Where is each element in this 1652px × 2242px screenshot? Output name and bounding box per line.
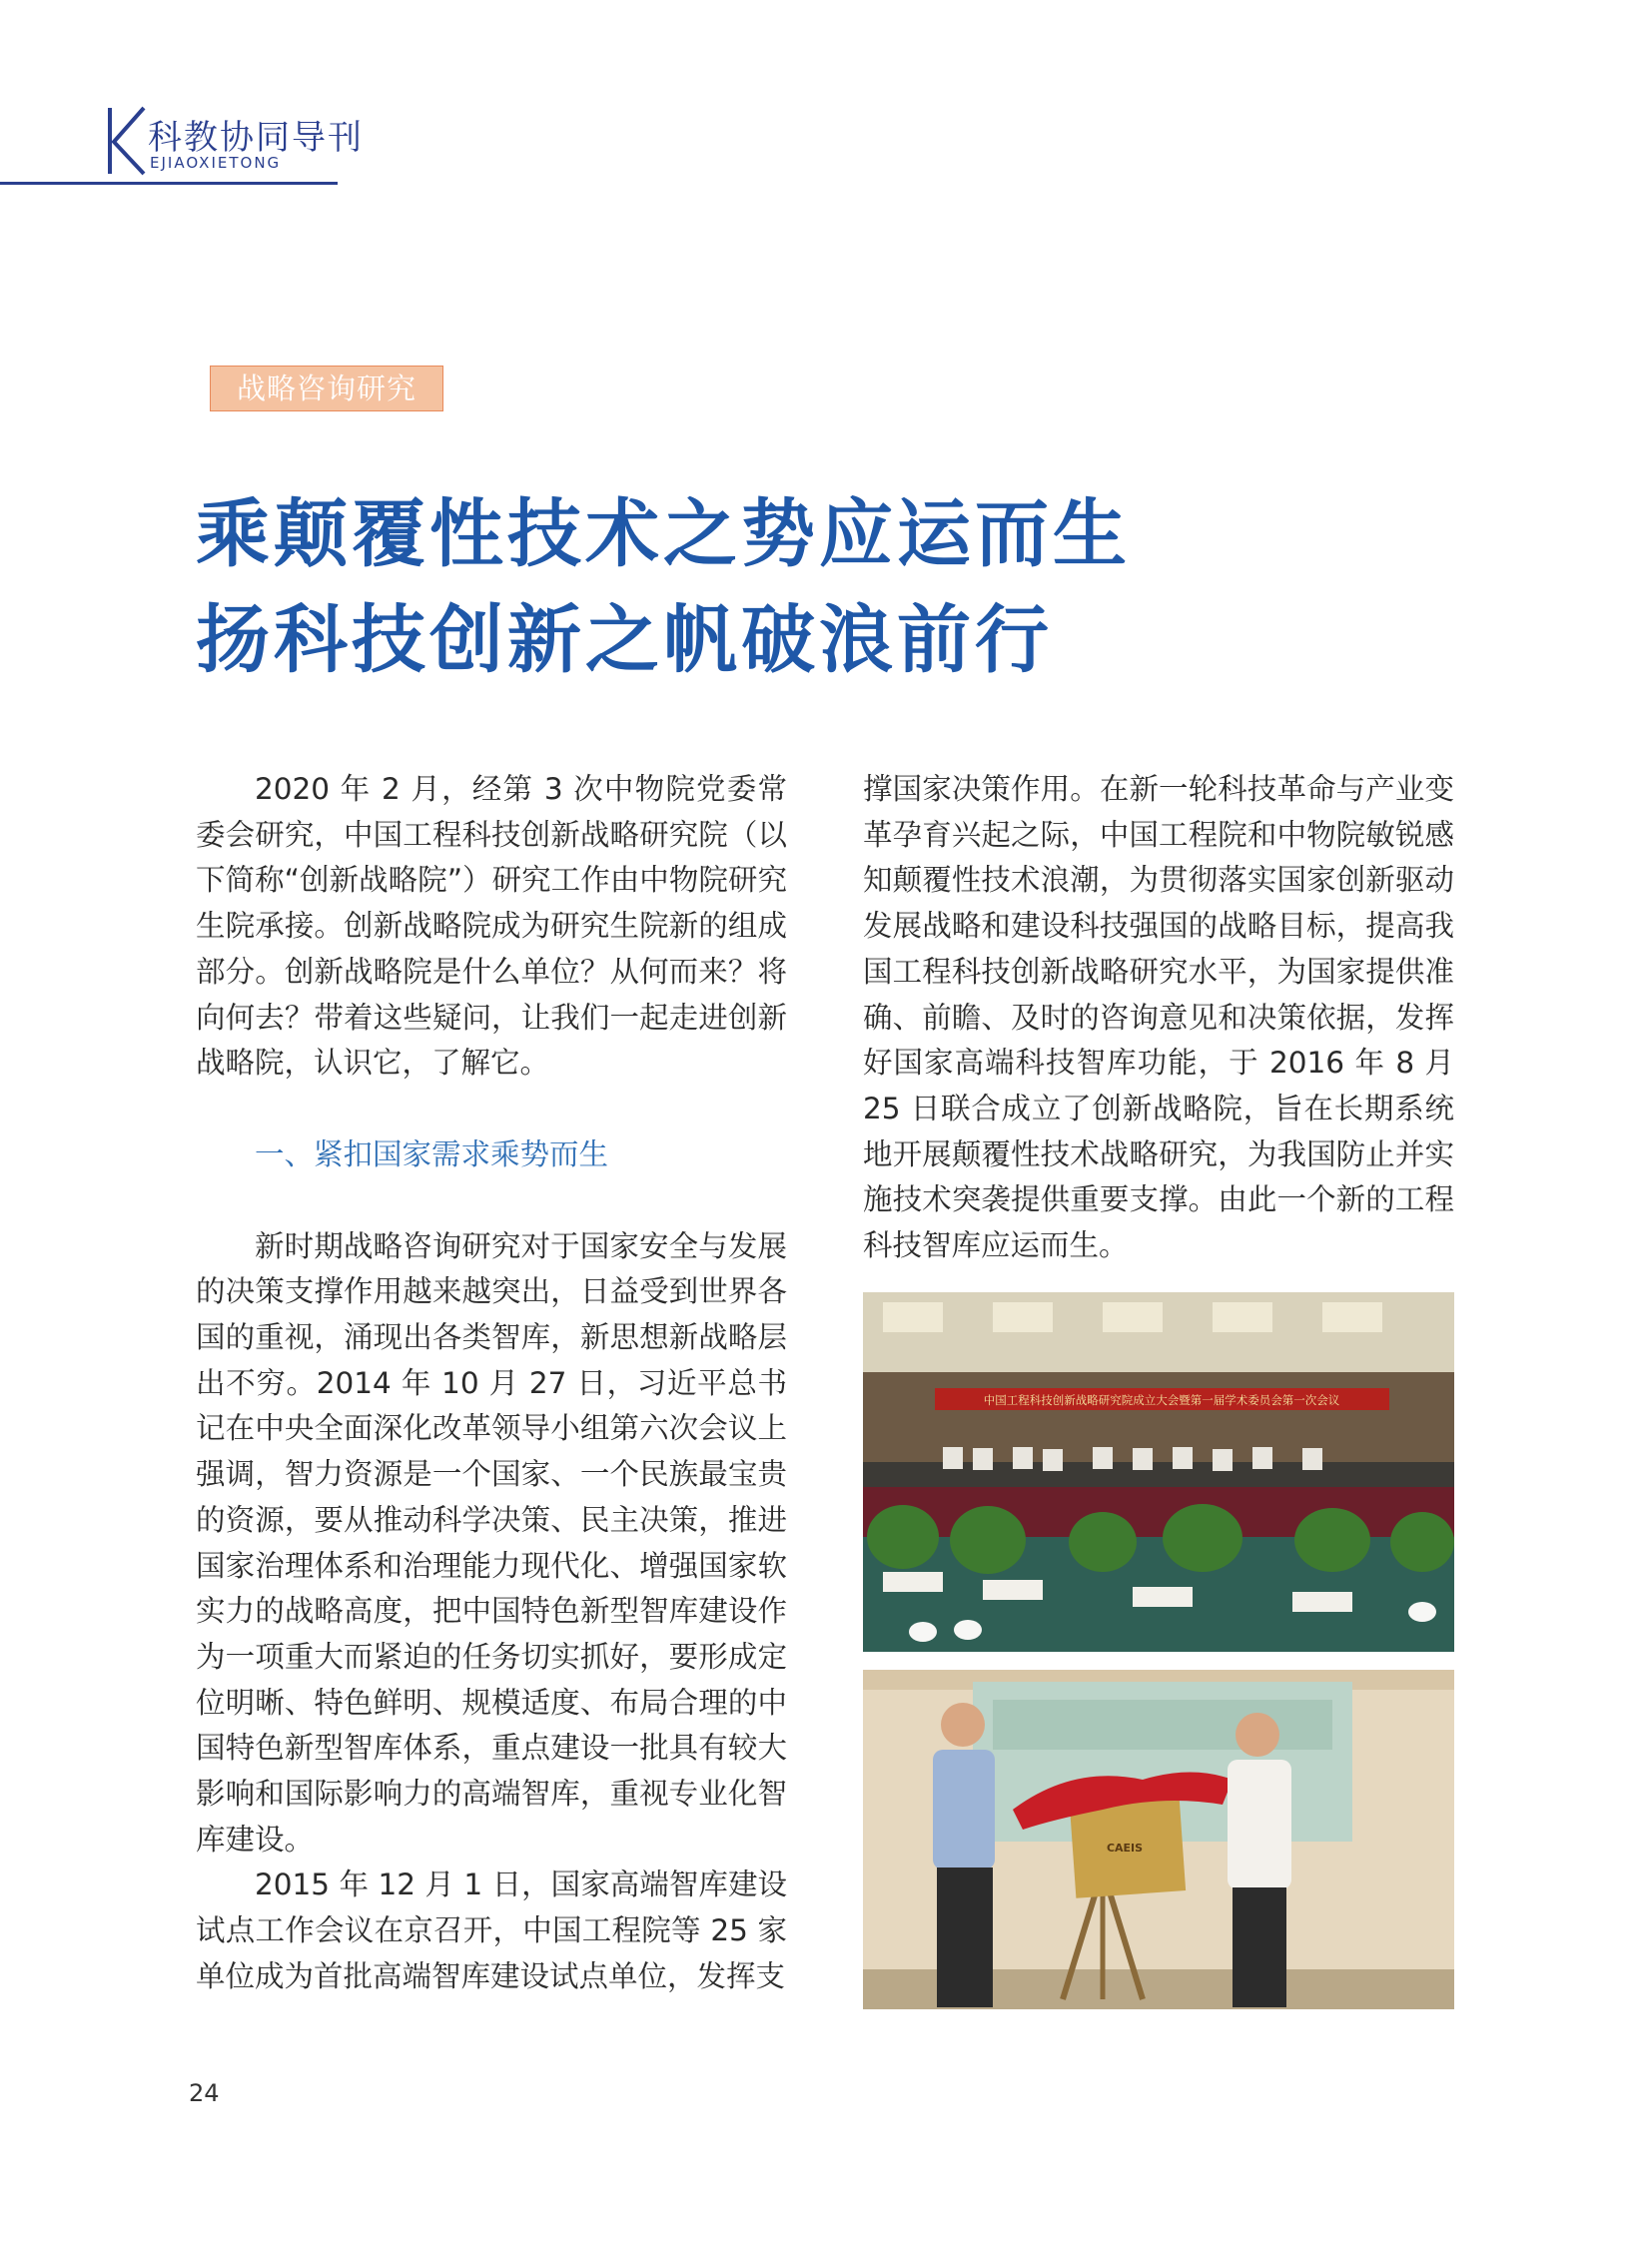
- plaque-unveiling-photo: [863, 1670, 1454, 2009]
- k-logo-icon: [104, 104, 148, 178]
- left-column: [196, 767, 787, 2000]
- body-paragraph-1: 新时期战略咨询研究对于国家安全与发展的决策支撑作用越来越突出，日益受到世界各国的重视，涌现出各类智库，新思想新战略层出不穷。2014 年 10 月 27 日，习近平总书记在中央全面深化改革领导小组第六次会议上强调，智力资源是一个国家、一个民族最宝贵的资源，要从推动科学决策、民主决策，推进国家治理体系和治理能力现代化、增强国家软实力的战略高度，把中国特色新型智库建设作为一项重大而紧迫的任务切实抓好，要形成定位明晰、特色鲜明、规模适度、布局合理的中国特色新型智库体系，重点建设一批具有较大影响和国际影响力的高端智库，重视专业化智库建设。: [196, 1228, 787, 1857]
- page-number: 24: [189, 2079, 220, 2107]
- section-tag: 战略咨询研究: [210, 366, 443, 411]
- masthead-rule: [0, 182, 338, 185]
- masthead: [0, 100, 364, 190]
- right-column: [863, 767, 1454, 1269]
- body-paragraph-continued: 撑国家决策作用。在新一轮科技革命与产业变革孕育兴起之际，中国工程院和中物院敏锐感知颠覆性技术浪潮，为贯彻落实国家创新驱动发展战略和建设科技强国的战略目标，提高我国工程科技创新战略研究水平，为国家提供准确、前瞻、及时的咨询意见和决策依据，发挥好国家高端科技智库功能，于 2016 年 8 月 25 日联合成立了创新战略院，旨在长期系统地开展颠覆性技术战略研究，为我国防止并实施技术突袭提供重要支撑。由此一个新的工程科技智库应运而生。: [863, 772, 1454, 1263]
- plaque-text: CAEIS: [1106, 1842, 1144, 1855]
- section-heading: 一、紧扣国家需求乘势而生: [255, 1136, 609, 1171]
- banner-text: 中国工程科技创新战略研究院成立大会暨第一届学术委员会第一次会议: [983, 1393, 1340, 1407]
- intro-paragraph: 2020 年 2 月，经第 3 次中物院党委常委会研究，中国工程科技创新战略研究院（以下简称“创新战略院”）研究工作由中物院研究生院承接。创新战略院成为研究生院新的组成部分。创新战略院是什么单位？从何而来？将向何去？带着这些疑问，让我们一起走进创新战略院，认识它，了解它。: [196, 772, 787, 1081]
- headline-line-1: 乘颠覆性技术之势应运而生: [196, 491, 1131, 577]
- body-paragraph-2: 2015 年 12 月 1 日，国家高端智库建设试点工作会议在京召开，中国工程院等 25 家单位成为首批高端智库建设试点单位，发挥支: [196, 1868, 787, 1993]
- headline-line-2: 扬科技创新之帆破浪前行: [196, 597, 1053, 683]
- conference-photo: [863, 1292, 1454, 1652]
- journal-subtitle: EJIAOXIETONG: [150, 154, 282, 172]
- article-headline: [196, 481, 1131, 693]
- journal-title: 科教协同导刊: [148, 118, 364, 158]
